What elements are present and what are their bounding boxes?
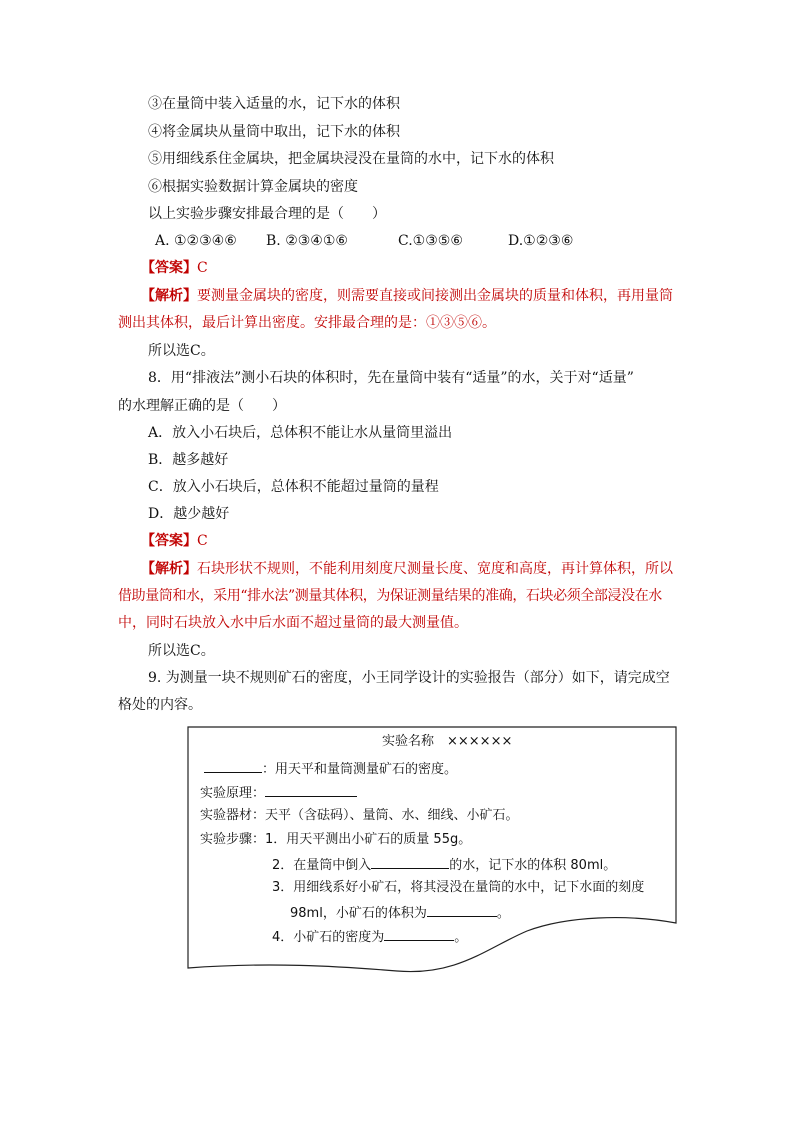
report-step-1 [200,830,471,850]
step-5: ⑤用细线系住金属块，把金属块浸没在量筒的水中，记下水的体积 [148,151,554,167]
answer-value: C [197,260,208,276]
step-2-blank[interactable] [371,854,449,869]
report-equipment: 实验器材：天平（含砝码）、量筒、水、细线、小矿石。 [200,808,519,823]
q8-stem-line-1: 8．用“排液法”测小石块的体积时，先在量筒中装有“适量”的水，关于对“适量” [148,370,634,386]
q8-analysis-line-2: 借助量筒和水，采用“排水法”测量其体积，为保证测量结果的准确，石块必须全部浸没在水 [118,588,662,604]
steps-label: 实验步骤： [200,832,266,847]
purpose-blank[interactable] [204,758,262,773]
step-4-post: 。 [454,930,468,945]
q7-answer [141,258,208,278]
step-3-blank[interactable] [427,902,497,917]
step-3: ③在量筒中装入适量的水，记下水的体积 [148,96,400,112]
answer-value: C [197,533,208,549]
q8-option-d: D．越少越好 [148,506,230,522]
analysis-text: 石块形状不规则，不能利用刻度尺测量长度、宽度和高度，再计算体积，所以 [197,561,673,577]
step-3-post: 。 [496,906,510,921]
answer-tag: 【答案】 [141,260,197,276]
q8-option-b: B．越多越好 [148,452,229,468]
step-6: ⑥根据实验数据计算金属块的密度 [148,179,358,195]
q7-option-d: D.①②③⑥ [508,233,574,249]
step-3-pre: 98ml，小矿石的体积为 [290,906,427,921]
experiment-report [187,726,677,972]
step-4: ④将金属块从量筒中取出，记下水的体积 [148,124,400,140]
q7-option-c: C.①③⑤⑥ [398,233,463,249]
q7-analysis-line-2: 测出其体积，最后计算出密度。安排最合理的是：①③⑤⑥。 [118,315,496,331]
q8-analysis-line-1 [141,559,673,579]
q8-conclusion: 所以选C。 [148,643,215,659]
q7-stem: 以上实验步骤安排最合理的是（ ） [148,206,386,222]
analysis-tag: 【解析】 [141,288,197,304]
report-step-4 [272,926,467,948]
q9-stem-line-2: 格处的内容。 [118,697,202,713]
step-2-post: 的水，记下水的体积 80ml。 [449,858,617,873]
q9-stem-line-1: 9. 为测量一块不规则矿石的密度，小王同学设计的实验报告（部分）如下，请完成空 [148,670,670,686]
step-1-text: 1．用天平测出小矿石的质量 55g。 [265,832,472,847]
principle-label: 实验原理： [200,786,266,801]
analysis-tag: 【解析】 [141,561,197,577]
report-title: 实验名称 ×××××× [382,734,513,749]
purpose-text: ：用天平和量筒测量矿石的密度。 [262,762,458,777]
q8-stem-line-2: 的水理解正确的是（ ） [118,398,286,414]
q8-analysis-line-3: 中，同时石块放入水中后水面不超过量筒的最大测量值。 [118,615,468,631]
q7-option-b: B. ②③④①⑥ [266,233,348,249]
q8-option-c: C．放入小石块后，总体积不能超过量筒的量程 [148,479,439,495]
report-step-3-line-1: 3．用细线系好小矿石，将其浸没在量筒的水中，记下水面的刻度 [272,880,645,895]
step-4-pre: 4．小矿石的密度为 [272,930,385,945]
answer-tag: 【答案】 [141,533,197,549]
q7-analysis-line-1 [141,286,673,306]
q7-conclusion: 所以选C。 [148,343,215,359]
report-step-3-line-2 [290,902,510,924]
analysis-text: 要测量金属块的密度，则需要直接或间接测出金属块的质量和体积，再用量筒 [197,288,673,304]
report-step-2 [272,854,616,876]
step-2-pre: 2．在量筒中倒入 [272,858,372,873]
principle-blank[interactable] [265,782,357,797]
q7-option-a: A. ①②③④⑥ [155,233,237,249]
report-principle [200,782,357,804]
q8-answer [141,531,208,551]
q8-option-a: A．放入小石块后，总体积不能让水从量筒里溢出 [148,425,453,441]
step-4-blank[interactable] [384,926,454,941]
report-purpose [204,758,457,780]
